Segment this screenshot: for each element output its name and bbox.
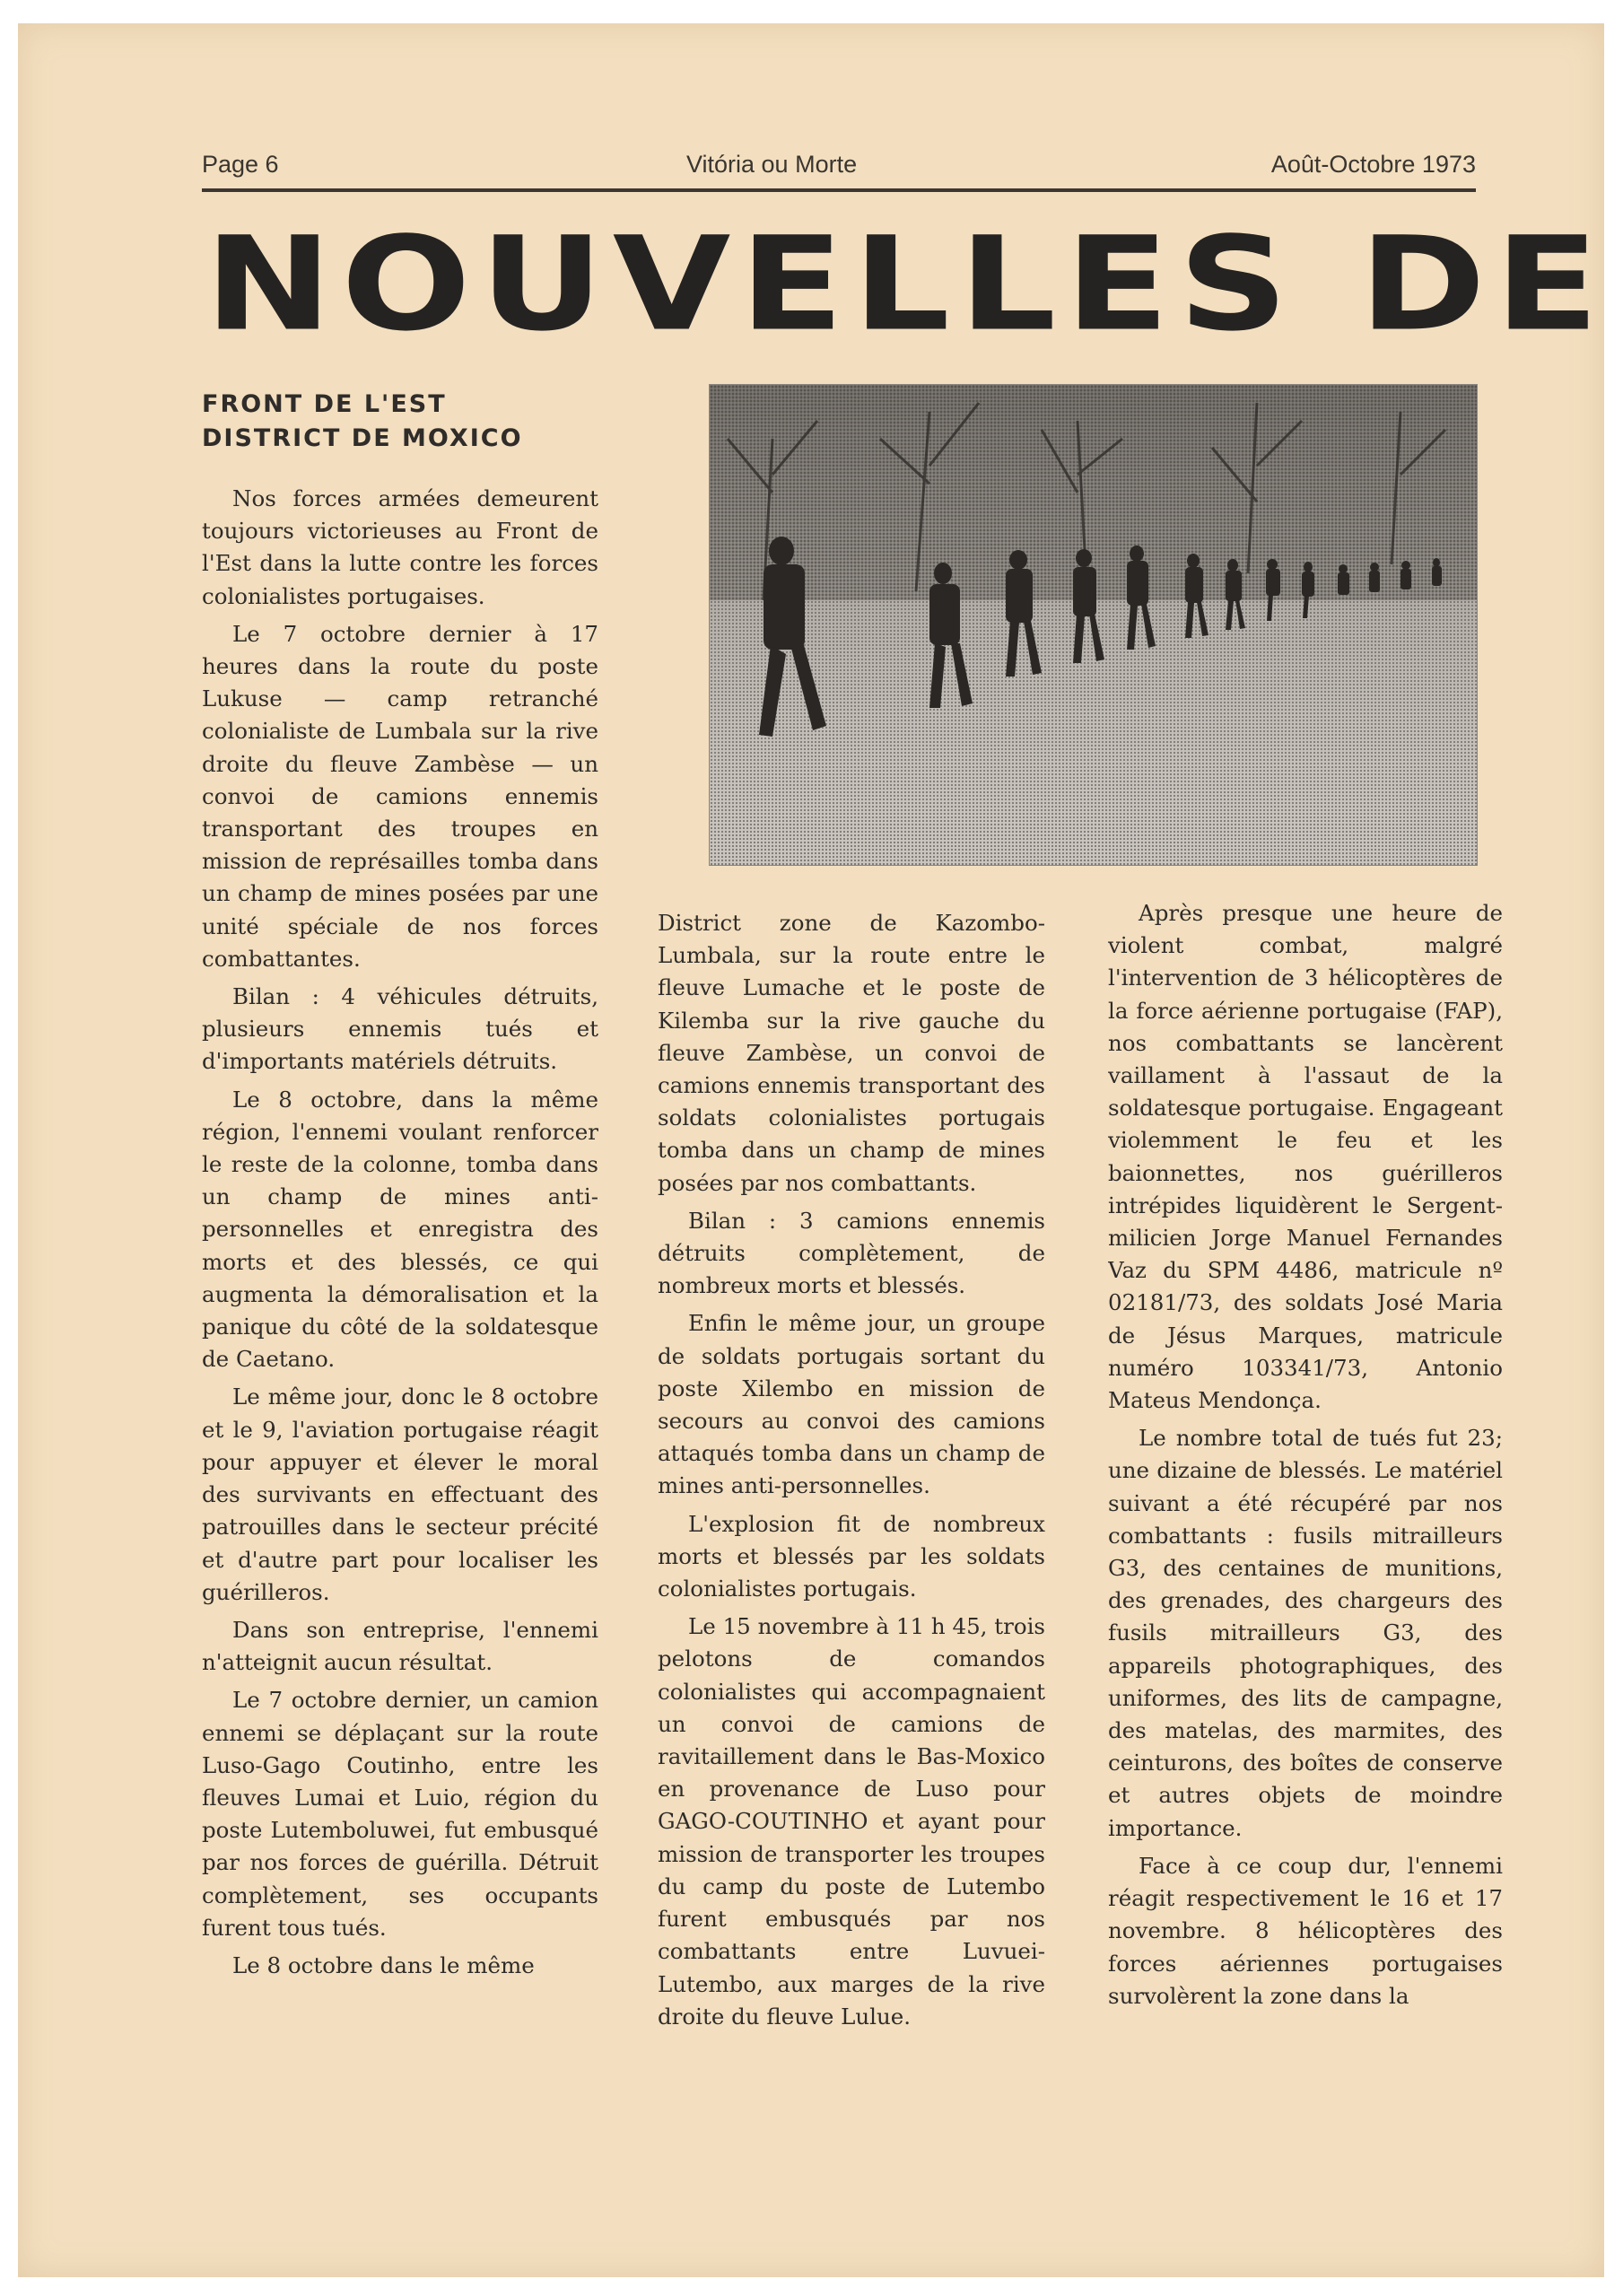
subhead-line-2: DISTRICT DE MOXICO (202, 424, 523, 452)
paragraph: Le 8 octobre, dans la même région, l'ennemi voulant renforcer le reste de la colonne, tomba dans un champ de mines anti-personnelles et enregistra des morts et des blessés, ce qui augmenta la démoralisation et la panique du côté de la soldatesque de Caetano. (202, 1086, 598, 1373)
section-subhead (202, 388, 579, 456)
article-column-2 (658, 907, 1045, 2080)
header-rule (202, 188, 1476, 192)
photo-soldiers-in-bush (710, 385, 1477, 865)
article-photo (709, 384, 1478, 866)
paragraph: Face à ce coup dur, l'ennemi réagit respectivement le 16 et 17 novembre. 8 hélicoptères des forces aériennes portugaises survolèrent la zone dans la (1108, 1852, 1503, 2009)
subhead-line-1: FRONT DE L'EST (202, 390, 447, 418)
paragraph: L'explosion fit de nombreux morts et blessés par les soldats colonialistes portugais. (658, 1510, 1045, 1602)
paragraph: Enfin le même jour, un groupe de soldats portugais sortant du poste Xilembo en mission de secours au convoi des camions attaqués tomba dans un champ de mines anti-personnelles. (658, 1310, 1045, 1499)
paragraph: Le 8 octobre dans le même (232, 1951, 535, 1978)
paragraph: Le 7 octobre dernier à 17 heures dans la route du poste Lukuse — camp retranché colonialiste de Lumbala sur la rive droite du fleuve Zambèse — un convoi de camions ennemis transportant des troupes en mission de représailles tomba dans un champ de mines posées par une unité spéciale de nos forces combattantes. (202, 620, 598, 972)
paragraph: Le 15 novembre à 11 h 45, trois pelotons de comandos colonialistes qui accompagnaient un convoi de camions de ravitaillement dans le Bas-Moxico en provenance de Luso pour GAGO-COUTINHO et ayant pour mission de transporter les troupes du camp du poste de Lutembo furent embusqués par nos combattants entre Luvuei-Lutembo, aux marges de la rive droite du fleuve Lulue. (658, 1613, 1045, 2030)
paragraph: Après presque une heure de violent combat, malgré l'intervention de 3 hélicoptères de la force aérienne portugaise (FAP), nos combattants se lancèrent vaillament à l'assaut de la soldatesque portugaise. Engageant violemment le feu et les baionnettes, nos guérilleros intrépides liquidèrent le Sergent-milicien Jorge Manuel Fernandes Vaz du SPM 4486, matricule nº 02181/73, des soldats José Maria de Jésus Marques, matricule numéro 103341/73, Antonio Mateus Mendonça. (1108, 900, 1503, 1414)
paragraph: Nos forces armées demeurent toujours victorieuses au Front de l'Est dans la lutte contre les forces colonialistes portugaises. (202, 485, 598, 609)
paragraph: Le même jour, donc le 8 octobre et le 9, l'aviation portugaise réagit pour appuyer et élever le moral des survivants en effectuant des patrouilles dans le secteur précité et d'autre part pour localiser les guérilleros. (202, 1384, 598, 1605)
paragraph: Bilan : 3 camions ennemis détruits complètement, de nombreux morts et blessés. (658, 1207, 1045, 1299)
publication-name: Vitória ou Morte (686, 151, 858, 178)
page-header (202, 151, 1476, 190)
article-column-1 (202, 483, 598, 2080)
page-number: Page 6 (202, 151, 279, 178)
paragraph: District zone de Kazombo-Lumbala, sur la route entre le fleuve Lumache et le poste de Kilemba sur la rive gauche du fleuve Zambèse, un convoi de camions ennemis transportant des soldats colonialistes portugais tomba dans un champ de mines posées par nos combattants. (658, 910, 1045, 1196)
headline: NOUVELLES DE (205, 209, 1609, 361)
paragraph: Le nombre total de tués fut 23; une dizaine de blessés. Le matériel suivant a été récupéré par nos combattants : fusils mitrailleurs G3, des centaines de munitions, des grenades, des chargeurs des fusils mitrailleurs G3, des appareils photographiques, des uniformes, des lits de campagne, des matelas, des marmites, des ceinturons, des boîtes de conserve et autres objets de moindre importance. (1108, 1425, 1503, 1841)
paragraph: Le 7 octobre dernier, un camion ennemi se déplaçant sur la route Luso-Gago Coutinho, entre les fleuves Lumai et Luio, région du poste Lutemboluwei, fut embusqué par nos forces de guérilla. Détruit complètement, ses occupants furent tous tués. (202, 1687, 598, 1941)
issue-date: Août-Octobre 1973 (1270, 151, 1476, 178)
paragraph: Bilan : 4 véhicules détruits, plusieurs ennemis tués et d'importants matériels détruits. (202, 983, 598, 1075)
article-column-3 (1108, 897, 1503, 2073)
paragraph: Dans son entreprise, l'ennemi n'atteignit aucun résultat. (202, 1616, 598, 1676)
